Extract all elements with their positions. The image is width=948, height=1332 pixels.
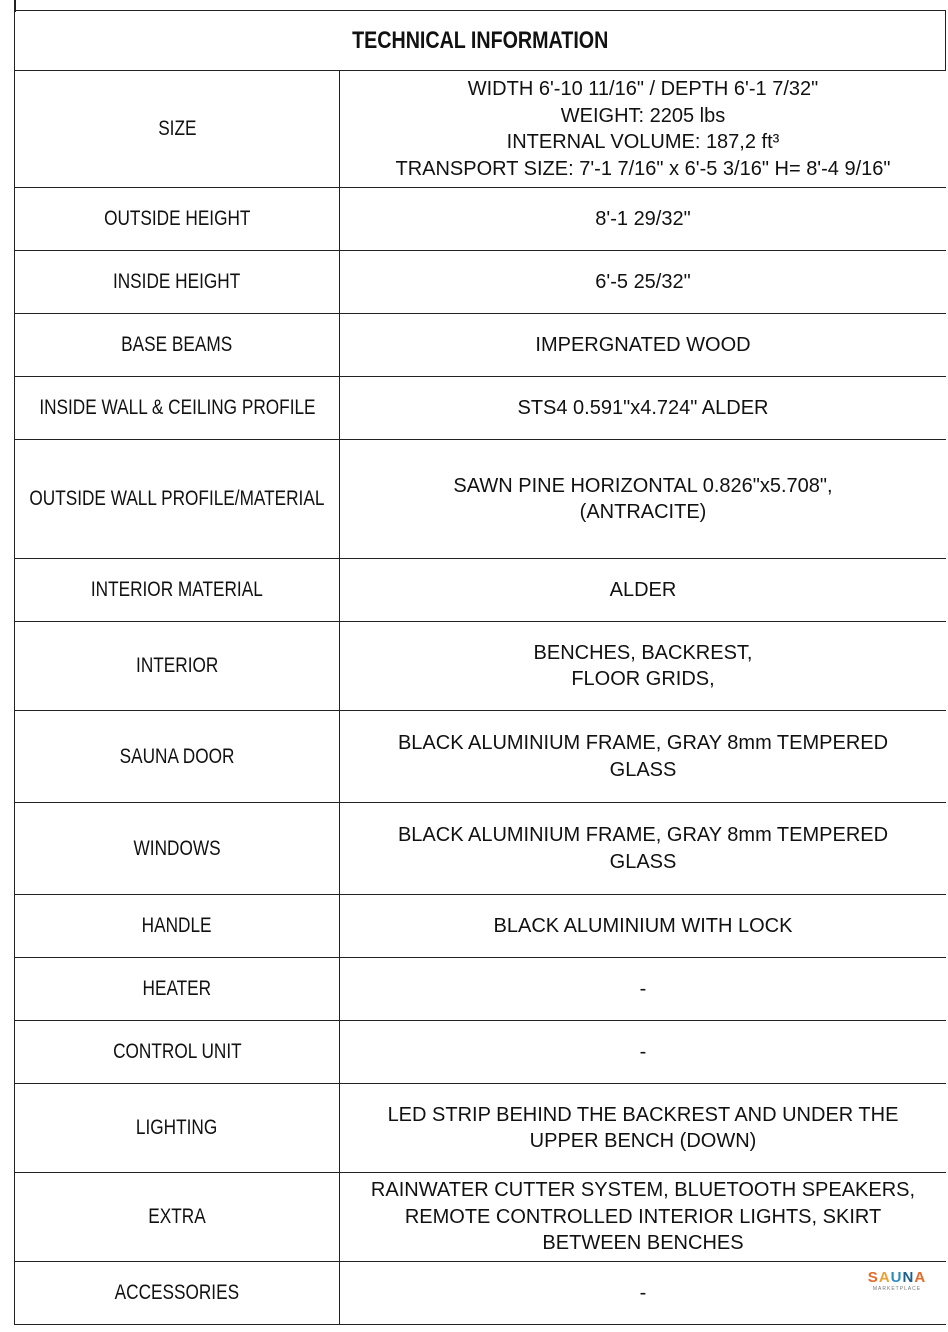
row-value	[395, 76, 890, 182]
row-value-line: SAWN PINE HORIZONTAL 0.826"x5.708",	[453, 474, 833, 497]
row-value-cell	[340, 622, 946, 710]
logo-wordmark	[862, 1270, 932, 1286]
row-value-cell	[340, 803, 946, 894]
row-value-cell	[340, 314, 946, 376]
row-label-cell	[15, 314, 340, 376]
technical-info-table	[14, 10, 946, 1325]
row-value-cell	[340, 559, 946, 621]
row-label-cell	[15, 803, 340, 894]
table-body	[15, 71, 946, 1325]
row-value	[398, 730, 888, 783]
row-label: SIZE	[157, 117, 197, 140]
row-label: BASE BEAMS	[121, 333, 233, 356]
row-label-cell	[15, 71, 340, 187]
table-row	[15, 803, 946, 895]
row-label-cell	[15, 1084, 340, 1172]
row-value-cell	[340, 188, 946, 250]
table-row	[15, 71, 946, 188]
row-value	[494, 913, 793, 940]
row-label-cell	[15, 711, 340, 802]
table-row	[15, 188, 946, 251]
row-value-line: RAINWATER CUTTER SYSTEM, BLUETOOTH SPEAKERS,	[370, 1179, 916, 1202]
row-value	[640, 1039, 647, 1066]
row-value-line: GLASS	[609, 758, 677, 781]
table-row	[15, 1084, 946, 1173]
table-row	[15, 1173, 946, 1262]
row-label: EXTRA	[148, 1205, 206, 1228]
table-row	[15, 622, 946, 711]
row-label: ACCESSORIES	[114, 1281, 240, 1304]
row-label: OUTSIDE HEIGHT	[103, 207, 251, 230]
row-value	[610, 577, 677, 604]
row-label: HEATER	[142, 977, 212, 1000]
table-row	[15, 559, 946, 622]
row-value-line: WIDTH 6'-10 11/16" / DEPTH 6'-1 7/32"	[467, 78, 819, 100]
row-value-line: BETWEEN BENCHES	[542, 1232, 744, 1255]
row-value-cell	[340, 1021, 946, 1083]
row-label-cell	[15, 1262, 340, 1324]
row-value	[535, 332, 750, 359]
row-label: INTERIOR MATERIAL	[91, 578, 263, 601]
row-value	[517, 395, 768, 422]
logo-letter: S	[867, 1269, 879, 1286]
row-value-line: (ANTRACITE)	[579, 501, 707, 523]
row-label-cell	[15, 188, 340, 250]
row-value-cell	[340, 1084, 946, 1172]
row-value-line: TRANSPORT SIZE: 7'-1 7/16" x 6'-5 3/16" H= 8'-4 9/16"	[395, 157, 891, 180]
row-value-cell	[340, 71, 946, 187]
row-value-line: -	[639, 1281, 647, 1304]
row-label: INTERIOR	[135, 654, 219, 677]
row-value	[398, 822, 888, 875]
row-value	[640, 1280, 647, 1307]
table-row	[15, 440, 946, 559]
row-value-line: REMOTE CONTROLLED INTERIOR LIGHTS, SKIRT	[404, 1205, 882, 1228]
row-label-cell	[15, 895, 340, 957]
row-value-cell	[340, 251, 946, 313]
row-label: HANDLE	[142, 914, 212, 937]
row-value-line: INTERNAL VOLUME: 187,2 ft³	[506, 131, 780, 153]
row-label-cell	[15, 958, 340, 1020]
row-value-line: -	[639, 1040, 647, 1063]
table-row	[15, 958, 946, 1021]
table-row	[15, 1021, 946, 1084]
row-value-line: UPPER BENCH (DOWN)	[529, 1130, 757, 1152]
logo-letter: A	[914, 1269, 927, 1286]
row-value-cell	[340, 440, 946, 558]
row-value-line: FLOOR GRIDS,	[571, 668, 715, 690]
logo-letter: N	[902, 1269, 915, 1286]
logo-letter: A	[878, 1269, 891, 1286]
table-row	[15, 1262, 946, 1325]
row-value-line: BLACK ALUMINIUM WITH LOCK	[493, 914, 793, 937]
row-value	[595, 206, 690, 233]
row-label-cell	[15, 1173, 340, 1261]
row-value-line: -	[639, 977, 647, 1000]
row-value	[640, 976, 647, 1003]
row-label-cell	[15, 251, 340, 313]
row-label: SAUNA DOOR	[119, 744, 235, 768]
row-label-cell	[15, 559, 340, 621]
table-row	[15, 314, 946, 377]
row-label-cell	[15, 1021, 340, 1083]
row-value-cell	[340, 895, 946, 957]
row-value	[388, 1102, 899, 1155]
row-value	[534, 640, 753, 693]
row-value-cell	[340, 1173, 946, 1261]
row-value-line: STS4 0.591"x4.724" ALDER	[517, 396, 769, 419]
row-value	[371, 1177, 915, 1257]
row-value-cell	[340, 958, 946, 1020]
table-row	[15, 895, 946, 958]
table-row	[15, 251, 946, 314]
sauna-marketplace-logo	[862, 1270, 932, 1292]
row-value-cell	[340, 711, 946, 802]
row-value-line: IMPERGNATED WOOD	[535, 333, 751, 356]
row-value-line: ALDER	[609, 578, 677, 601]
logo-letter: U	[890, 1269, 903, 1286]
table-row	[15, 711, 946, 803]
row-value-line: BLACK ALUMINIUM FRAME, GRAY 8mm TEMPERED	[397, 732, 889, 754]
row-value	[595, 269, 690, 296]
row-label-cell	[15, 377, 340, 439]
logo-tagline: MARKETPLACE	[872, 1286, 922, 1292]
row-label: WINDOWS	[133, 836, 221, 860]
row-label: OUTSIDE WALL PROFILE/MATERIAL	[29, 487, 325, 510]
row-value	[453, 473, 832, 526]
row-label: INSIDE HEIGHT	[113, 270, 241, 293]
row-value-line: BLACK ALUMINIUM FRAME, GRAY 8mm TEMPERED	[397, 824, 889, 846]
row-value-line: WEIGHT: 2205 lbs	[560, 104, 726, 127]
row-label-cell	[15, 440, 340, 558]
row-value-cell	[340, 1262, 946, 1324]
table-row	[15, 377, 946, 440]
row-value-cell	[340, 377, 946, 439]
row-value-line: 8'-1 29/32"	[595, 207, 691, 230]
table-title-text: TECHNICAL INFORMATION	[351, 26, 609, 54]
row-label: CONTROL UNIT	[112, 1040, 242, 1063]
row-value-line: BENCHES, BACKREST,	[533, 641, 753, 664]
row-value-line: 6'-5 25/32"	[595, 270, 691, 293]
row-label-cell	[15, 622, 340, 710]
row-value-line: GLASS	[609, 850, 677, 873]
row-label: LIGHTING	[136, 1116, 218, 1139]
row-value-line: LED STRIP BEHIND THE BACKREST AND UNDER THE	[387, 1103, 899, 1126]
row-label: INSIDE WALL & CEILING PROFILE	[38, 396, 316, 419]
table-title	[15, 11, 946, 71]
